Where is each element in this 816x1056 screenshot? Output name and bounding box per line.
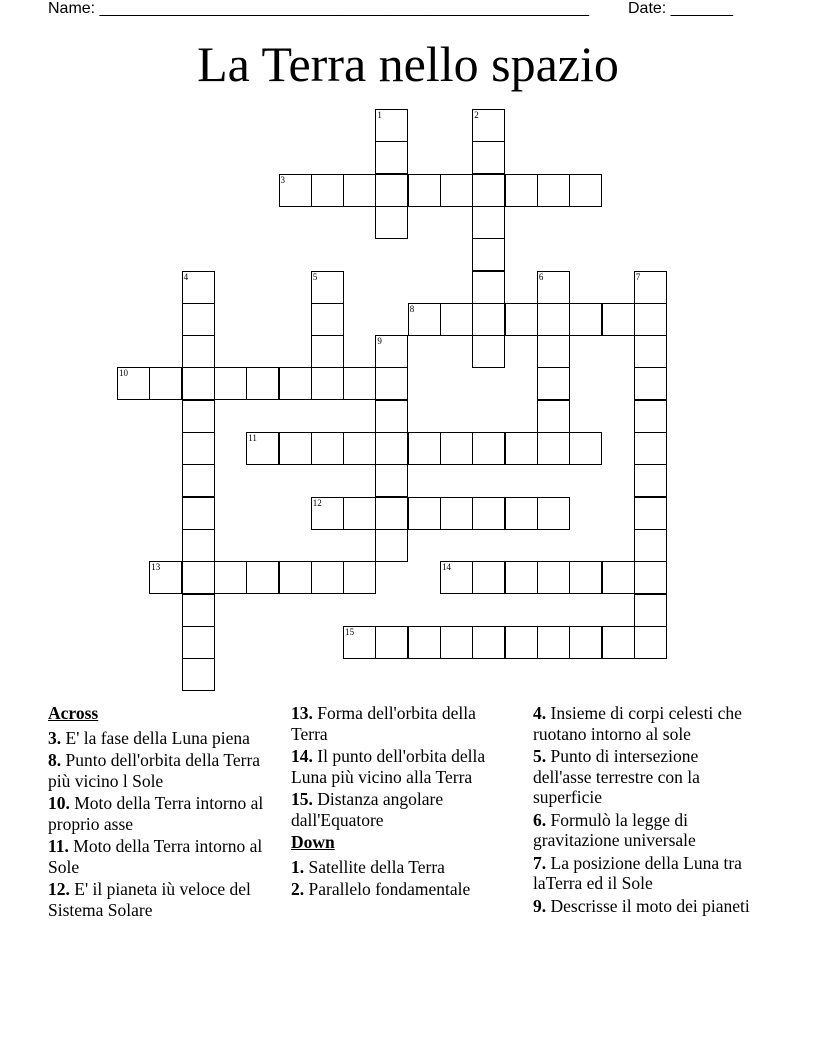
crossword-cell[interactable]: [634, 432, 667, 465]
crossword-cell[interactable]: [149, 367, 182, 400]
clue-number: 4.: [533, 703, 547, 723]
crossword-cell[interactable]: [279, 432, 312, 465]
crossword-cell[interactable]: [408, 174, 441, 207]
cell-number: 8: [409, 303, 415, 314]
crossword-cell[interactable]: [602, 303, 635, 336]
crossword-cell[interactable]: [311, 497, 344, 530]
crossword-cell[interactable]: [182, 464, 215, 497]
cell-number: 11: [248, 433, 257, 443]
clue-number: 12.: [48, 879, 70, 899]
crossword-cell[interactable]: [602, 626, 635, 659]
crossword-cell[interactable]: [537, 626, 570, 659]
clue-column-3: [533, 703, 758, 918]
crossword-cell[interactable]: [182, 400, 215, 433]
crossword-cell[interactable]: [634, 594, 667, 627]
crossword-cell[interactable]: [182, 594, 215, 627]
crossword-cell[interactable]: [472, 303, 505, 336]
crossword-cell[interactable]: [343, 626, 376, 659]
crossword-cell[interactable]: [375, 367, 408, 400]
crossword-cell[interactable]: [537, 303, 570, 336]
clue-number: 1.: [291, 856, 305, 877]
crossword-cell[interactable]: [149, 561, 182, 594]
crossword-cell[interactable]: [505, 561, 538, 594]
clue-text: Il punto dell'orbita della Luna più vicino alla Terra: [291, 746, 486, 787]
clue-text: Moto della Terra intorno al proprio asse: [48, 793, 264, 834]
clue-text: Moto della Terra intorno al Sole: [48, 836, 263, 877]
crossword-cell[interactable]: [408, 432, 441, 465]
crossword-cell[interactable]: [472, 174, 505, 207]
clue-number: 5.: [533, 746, 547, 766]
cell-number: 15: [345, 626, 355, 637]
crossword-cell[interactable]: [634, 271, 667, 304]
cell-number: 6: [538, 271, 544, 282]
crossword-cell[interactable]: [246, 432, 279, 465]
crossword-cell[interactable]: [537, 561, 570, 594]
clue-number: 6.: [533, 809, 547, 830]
crossword-cell[interactable]: [505, 303, 538, 336]
clue-item: [48, 836, 273, 877]
crossword-cell[interactable]: [246, 367, 279, 400]
crossword-cell[interactable]: [634, 626, 667, 659]
cell-number: 10: [119, 368, 128, 379]
crossword-cell[interactable]: [182, 335, 215, 368]
clue-item: [48, 750, 273, 791]
crossword-cell[interactable]: [440, 626, 473, 659]
crossword-cell[interactable]: [182, 626, 215, 659]
page-title: La Terra nello spazio: [197, 36, 619, 92]
crossword-cell[interactable]: [472, 109, 505, 142]
crossword-cell[interactable]: [375, 174, 408, 207]
clue-number: 9.: [533, 895, 547, 916]
cell-number: 7: [635, 271, 641, 282]
crossword-cell[interactable]: [311, 367, 344, 400]
crossword-cell[interactable]: [375, 335, 408, 368]
crossword-cell[interactable]: [472, 238, 505, 271]
clue-text: Parallelo fondamentale: [304, 879, 471, 899]
crossword-cell[interactable]: [279, 367, 312, 400]
cell-number: 9: [377, 336, 382, 347]
crossword-cell[interactable]: [634, 464, 667, 497]
crossword-cell[interactable]: [634, 561, 667, 594]
crossword-cell[interactable]: [182, 529, 215, 562]
crossword-cell[interactable]: [182, 561, 215, 594]
crossword-cell[interactable]: [537, 335, 570, 368]
crossword-cell[interactable]: [505, 432, 538, 465]
clue-number: 15.: [291, 789, 313, 809]
clue-text: Forma dell'orbita della Terra: [291, 703, 476, 744]
crossword-cell[interactable]: [375, 497, 408, 530]
clue-item: [533, 810, 758, 851]
crossword-cell[interactable]: [472, 561, 505, 594]
crossword-cell[interactable]: [634, 335, 667, 368]
clue-item: [291, 703, 516, 744]
clue-item: [291, 746, 516, 787]
cell-number: 1: [377, 110, 382, 120]
clue-number: 7.: [533, 852, 547, 873]
crossword-cell[interactable]: [408, 303, 441, 336]
clue-item: [533, 853, 758, 894]
clue-number: 2.: [291, 879, 305, 899]
cell-number: 2: [474, 110, 479, 120]
crossword-cell[interactable]: [343, 497, 376, 530]
name-field[interactable]: Name: _______________________________________________________: [48, 0, 589, 17]
crossword-cell[interactable]: [440, 303, 473, 336]
crossword-cell[interactable]: [375, 464, 408, 497]
crossword-cell[interactable]: [537, 432, 570, 465]
crossword-cell[interactable]: [375, 626, 408, 659]
clue-item: [48, 728, 273, 749]
crossword-cell[interactable]: [440, 432, 473, 465]
clue-text: Punto di intersezione dell'asse terrestre con la superficie: [533, 746, 700, 807]
crossword-cell[interactable]: [311, 303, 344, 336]
clue-item: [533, 703, 758, 744]
crossword-cell[interactable]: [505, 174, 538, 207]
cell-number: 4: [183, 271, 189, 282]
crossword-cell[interactable]: [408, 497, 441, 530]
cell-number: 14: [442, 562, 451, 573]
clue-item: [48, 879, 273, 920]
crossword-cell[interactable]: [182, 658, 215, 691]
crossword-cell[interactable]: [279, 561, 312, 594]
crossword-cell[interactable]: [634, 303, 667, 336]
clue-number: 3.: [48, 727, 62, 748]
crossword-cell[interactable]: [505, 626, 538, 659]
crossword-cell[interactable]: [440, 561, 473, 594]
crossword-cell[interactable]: [408, 626, 441, 659]
clue-column-1: [48, 703, 273, 922]
crossword-cell[interactable]: [472, 626, 505, 659]
crossword-cell[interactable]: [440, 174, 473, 207]
clue-number: 11.: [48, 836, 69, 856]
crossword-cell[interactable]: [375, 109, 408, 142]
clue-text: Distanza angolare dall'Equatore: [291, 789, 444, 830]
crossword-cell[interactable]: [182, 303, 215, 336]
crossword-cell[interactable]: [472, 271, 505, 304]
crossword-cell[interactable]: [472, 432, 505, 465]
crossword-cell[interactable]: [214, 367, 247, 400]
crossword-cell[interactable]: [279, 174, 312, 207]
crossword-cell[interactable]: [569, 626, 602, 659]
clue-number: 14.: [291, 746, 313, 766]
clue-item: [291, 879, 516, 900]
crossword-cell[interactable]: [537, 400, 570, 433]
crossword-cell[interactable]: [634, 529, 667, 562]
clue-number: 8.: [48, 750, 62, 770]
clue-text: E' il pianeta iù veloce del Sistema Solare: [48, 879, 251, 920]
cell-number: 3: [280, 174, 285, 185]
crossword-cell[interactable]: [505, 497, 538, 530]
clue-column-2: [291, 703, 516, 902]
crossword-cell[interactable]: [569, 303, 602, 336]
crossword-cell[interactable]: [569, 432, 602, 465]
crossword-cell[interactable]: [602, 561, 635, 594]
clue-number: 13.: [291, 703, 313, 723]
clue-text: E' la fase della Luna piena: [61, 727, 250, 748]
crossword-cell[interactable]: [182, 497, 215, 530]
crossword-cell[interactable]: [375, 141, 408, 174]
crossword-cell[interactable]: [472, 141, 505, 174]
clue-text: La posizione della Luna tra laTerra ed il Sole: [533, 852, 742, 893]
clue-text: Satellite della Terra: [304, 856, 445, 877]
crossword-cell[interactable]: [472, 497, 505, 530]
crossword-cell[interactable]: [472, 335, 505, 368]
crossword-cell[interactable]: [634, 367, 667, 400]
across-heading: Across: [48, 703, 99, 723]
crossword-cell[interactable]: [537, 367, 570, 400]
clue-text: Formulò la legge di gravitazione universale: [533, 809, 696, 850]
crossword-cell[interactable]: [375, 529, 408, 562]
clue-text: Insieme di corpi celesti che ruotano intorno al sole: [533, 703, 742, 744]
crossword-cell[interactable]: [182, 271, 215, 304]
crossword-cell[interactable]: [311, 335, 344, 368]
clue-item: [48, 793, 273, 834]
down-heading: Down: [291, 832, 335, 852]
crossword-cell[interactable]: [440, 497, 473, 530]
crossword-cell[interactable]: [472, 206, 505, 239]
crossword-cell[interactable]: [246, 561, 279, 594]
date-field[interactable]: Date: _______: [628, 0, 733, 17]
crossword-cell[interactable]: [569, 561, 602, 594]
clue-text: Descrisse il moto dei pianeti: [546, 895, 750, 916]
clue-item: [291, 789, 516, 830]
crossword-cell[interactable]: [375, 400, 408, 433]
crossword-cell[interactable]: [343, 432, 376, 465]
crossword-cell[interactable]: [311, 174, 344, 207]
crossword-cell[interactable]: [634, 400, 667, 433]
crossword-cell[interactable]: [311, 271, 344, 304]
clue-number: 10.: [48, 793, 70, 813]
crossword-cell[interactable]: [537, 271, 570, 304]
clue-item: [291, 857, 516, 878]
cell-number: 5: [312, 271, 318, 282]
clue-text: Punto dell'orbita della Terra più vicino l Sole: [48, 750, 261, 791]
crossword-cell[interactable]: [311, 561, 344, 594]
crossword-cell[interactable]: [569, 174, 602, 207]
crossword-cell[interactable]: [537, 174, 570, 207]
crossword-cell[interactable]: [634, 497, 667, 530]
crossword-cell[interactable]: [182, 367, 215, 400]
crossword-cell[interactable]: [537, 497, 570, 530]
clue-item: [533, 896, 758, 917]
crossword-cell[interactable]: [375, 206, 408, 239]
crossword-cell[interactable]: [375, 432, 408, 465]
cell-number: 13: [151, 562, 161, 573]
crossword-cell[interactable]: [182, 432, 215, 465]
crossword-cell[interactable]: [214, 561, 247, 594]
crossword-cell[interactable]: [117, 367, 150, 400]
crossword-cell[interactable]: [343, 174, 376, 207]
crossword-cell[interactable]: [311, 432, 344, 465]
crossword-cell[interactable]: [343, 561, 376, 594]
clue-item: [533, 746, 758, 808]
crossword-cell[interactable]: [343, 367, 376, 400]
cell-number: 12: [312, 497, 322, 508]
